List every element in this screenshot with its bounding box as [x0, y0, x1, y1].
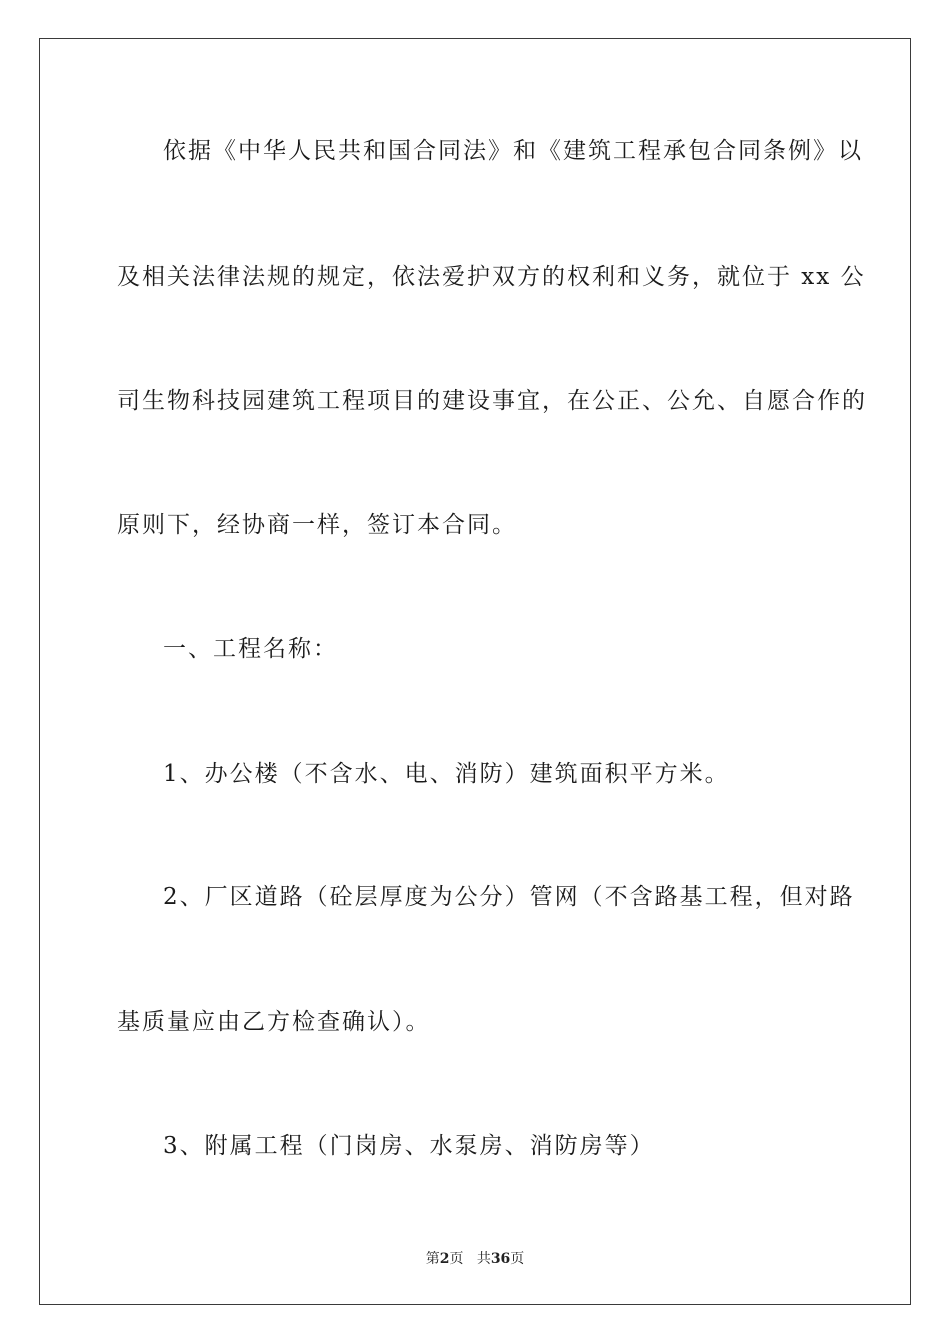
text-line-4: 原则下，经协商一样，签订本合同。 — [117, 512, 517, 538]
text-line-1: 依据《中华人民共和国合同法》和《建筑工程承包合同条例》以 — [163, 138, 863, 164]
footer-page-suffix: 页 — [449, 1251, 464, 1267]
text-line-item-2: 2、厂区道路（砼层厚度为公分）管网（不含路基工程，但对路 — [163, 884, 855, 910]
text-line-item-2-cont: 基质量应由乙方检查确认）。 — [117, 1009, 431, 1035]
page-border — [39, 38, 911, 1305]
footer-total-prefix: 共 — [476, 1251, 491, 1267]
text-line-2: 及相关法律法规的规定，依法爱护双方的权利和义务，就位于 xx 公 — [117, 264, 866, 290]
text-line-3: 司生物科技园建筑工程项目的建设事宜，在公正、公允、自愿合作的 — [117, 388, 867, 414]
footer-page-prefix: 第 — [425, 1251, 440, 1267]
page-footer — [0, 1248, 950, 1268]
footer-total-suffix: 页 — [510, 1251, 525, 1267]
text-line-item-3: 3、附属工程（门岗房、水泵房、消防房等） — [163, 1133, 655, 1159]
footer-page-number: 2 — [439, 1251, 450, 1267]
section-heading-project-name: 一、工程名称： — [163, 636, 338, 662]
text-line-item-1: 1、办公楼（不含水、电、消防）建筑面积平方米。 — [163, 761, 730, 787]
footer-total-pages: 36 — [490, 1251, 511, 1267]
